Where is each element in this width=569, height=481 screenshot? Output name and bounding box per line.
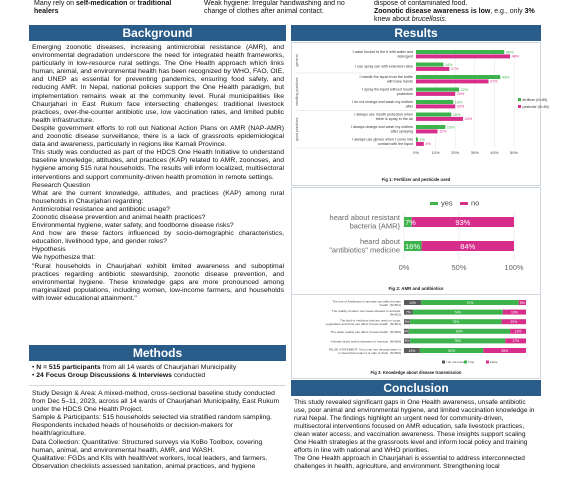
- fig1-category-label: I spray the liquid without mouth: [362, 87, 413, 92]
- fig1-data-label: 48%: [511, 54, 520, 59]
- rq-item-1: Antimicrobial resistance and antibiotic usage?: [32, 205, 170, 213]
- fig2-xtick: 0%: [398, 263, 410, 272]
- fig3-legend-swatch: [464, 361, 467, 364]
- fig2-category-label: "antibiotics" medicine: [329, 245, 400, 255]
- bg-para-2: Despite government efforts to roll out National Action Plans on AMR (NAP-AMR) and zoonotic disease surveillance, there is a lack of grassroots epidemiological data and awareness, particularly in regions like Karnali Province.: [32, 124, 284, 149]
- fig1-legend-swatch: [518, 98, 521, 101]
- fig1-bar: [416, 50, 504, 54]
- fig3-category-label: (N=501): [389, 312, 401, 317]
- top-text-col2: Weak hygiene: Irregular handwashing and no change of clothes after animal contact.: [204, 0, 345, 15]
- top-text-col1: Many rely on self-medication or traditional healers: [34, 0, 172, 15]
- fig1-legend-swatch: [518, 105, 521, 108]
- fig2-legend-label: yes: [441, 198, 453, 208]
- methods-text: [32, 390, 284, 471]
- fig3-data-label: 83%: [456, 329, 463, 334]
- background-text: [32, 44, 284, 303]
- bg-para-3: This study was conducted as part of the HDCS One Health Initiative to understand baseline knowledge, attitudes, and practices (KAP) related to AMR, zoonoses, and hygiene among 515 rural households. The results will inform localized, multisectoral interventions and support community-driven health promotion in remote settings.: [32, 149, 284, 181]
- methods-bullet-1: • N = 515 participants from all 14 wards of Chaurjahari Municipality: [32, 364, 237, 371]
- conclusion-para-2: The One Health approach in Chaurjahari is essential to address interconnected challenges in health, agriculture, and environment. Strengthening local: [294, 455, 525, 470]
- fig1-category-label: with bare hands: [386, 79, 413, 84]
- fig3-data-label: 8%: [519, 300, 525, 305]
- methods-para-3: Data Collection: Quantitative: Structured surveys via KoBo Toolbox, covering human, animal, and environmental health, AMR, and WASH.: [32, 438, 263, 454]
- fig1-chart: [292, 43, 549, 185]
- fig2-panel: [291, 187, 541, 295]
- fig3-category-label: The kind of medicine that are used on crops,: [339, 318, 401, 323]
- hypothesis-text: "Rural households in Chaurjahari exhibit limited awareness and suboptimal practices regarding antibiotic stewardship, zoonotic disease prevention, and environmental hygiene. These knowledge gaps are more pronounced among marginalized populations, including women, low-income farmers, and households with lower educational attainment.": [32, 262, 284, 302]
- fig2-data-label: 16%: [405, 242, 421, 251]
- fig1-data-label: 20%: [456, 104, 465, 109]
- fig1-xtick: 30%: [470, 150, 479, 155]
- fig1-xtick: 50%: [509, 150, 519, 155]
- bg-para-1: Emerging zoonotic diseases, increasing antimicrobial resistance (AMR), and environmental degradation underscore the need for integrated health frameworks, particularly in low-resource rural settings. The One Health approach which links human, animal, and environmental health has been recognized by WHO, FAO, OIE, and UNEP as essential for preventing pandemics, ensuring food safety, and reducing AMR. In Nepal, national policies support the One Health paradigm, but implementation remains weak at the community level. Rural municipalities like Chaurjahari in East Rukum face intersecting challenges: traditional livestock practices, over-the-counter antibiotic use, low vaccination rates, and limited public health infrastructure.: [32, 44, 284, 124]
- methods-bullet-2: • 24 Focus Group Discussions & Interviews conducted: [32, 372, 206, 380]
- fig3-data-label: 19%: [511, 310, 518, 315]
- fig1-data-label: 11%: [439, 129, 447, 134]
- fig1-bar: [416, 138, 418, 142]
- fig3-data-label: 17%: [512, 339, 520, 344]
- fig1-data-label: 24%: [464, 117, 473, 122]
- fig1-bar: [416, 113, 451, 117]
- top-strip: [0, 0, 569, 22]
- fig1-data-label: 19%: [454, 100, 463, 105]
- fig1-group-label: handling practices: [295, 77, 299, 107]
- fig3-data-label: 72%: [466, 300, 474, 305]
- fig1-bar: [416, 142, 424, 146]
- fig1-legend-label: fertilizer (N=89): [522, 98, 548, 102]
- fig2-data-label: 7%: [405, 218, 416, 227]
- fig3-data-label: 5%: [404, 339, 410, 344]
- fig2-data-label: 93%: [455, 218, 471, 227]
- fig1-data-label: 18%: [452, 112, 461, 117]
- fig1-category-label: after spraying: [390, 129, 413, 134]
- fig3-legend-label: False: [490, 360, 498, 365]
- fig3-legend-label: True: [468, 360, 475, 365]
- fig2-category-label: bacteria (AMR): [349, 221, 400, 231]
- fig1-bar: [416, 129, 438, 133]
- fig1-category-label: I wash bucket to the it with water and: [352, 49, 413, 54]
- fig1-bar: [416, 117, 463, 121]
- fig3-data-label: 52%: [448, 348, 455, 353]
- methods-para-4: Qualitative: FGDs and KIIs with health/vet workers, local leaders, and farmers. Observation checklists assessed sanitation, animal practices, and hygiene: [32, 454, 268, 470]
- fig2-xtick: 100%: [504, 263, 524, 272]
- fig1-panel: [291, 42, 549, 186]
- methods-para-2: Sample & Participants: 515 households selected via stratified random sampling. Respondents included heads of households or decision-makers for health/agriculture.: [32, 414, 272, 438]
- fig3-data-label: 5%: [404, 320, 410, 324]
- fig3-data-label: 14%: [409, 300, 416, 305]
- fig1-data-label: 1%: [419, 137, 425, 142]
- fig1-bar: [416, 67, 449, 71]
- methods-heading: Methods: [29, 345, 286, 361]
- fig1-category-label: detergent: [397, 54, 413, 59]
- fig3-data-label: 75%: [452, 320, 460, 324]
- top-text-col3: dispose of contaminated food. Zoonotic disease awareness is low, e.g., only 3% knew about brucellosis.: [374, 0, 535, 23]
- fig1-category-label: I always change and wash my clothes: [351, 124, 413, 129]
- fig3-data-label: 4%: [403, 329, 409, 334]
- fig3-data-label: 7%: [405, 310, 411, 315]
- fig3-chart: [292, 295, 540, 378]
- fig1-data-label: 43%: [501, 75, 510, 80]
- fig1-bar: [416, 92, 455, 96]
- fig3-category-label: Animals (sick) and/or diseases to humans. (N=506): [330, 339, 401, 344]
- fig1-category-label: after: [405, 104, 413, 109]
- fig2-legend-swatch: [460, 202, 468, 205]
- fig2-legend-label: no: [471, 198, 480, 208]
- rq-intro: What are the current knowledge, attitudes, and practices (KAP) among rural households in Chaurjahari regarding:: [32, 189, 284, 205]
- methods-divider: [29, 385, 286, 386]
- fig3-data-label: 13%: [408, 348, 416, 353]
- fig3-data-label: 78%: [454, 339, 462, 344]
- fig1-bar: [416, 104, 455, 108]
- fig1-data-label: 20%: [456, 92, 465, 97]
- rq-item-4: And how are these factors influenced by socio-demographic characteristics, education, livelihood type, and gender roles?: [32, 230, 284, 246]
- methods-para-1: Study Design & Area: A mixed-method, cross-sectional baseline study conducted from Dec 5–11, 2023, across all 14 wards of Chaurjahari Municipality, East Rukum under the HDCS One Health Project.: [32, 390, 280, 414]
- fig1-bar: [416, 100, 453, 104]
- fig1-bar: [416, 125, 445, 129]
- fig3-category-label: FALSE STATEMENT: If you can see through water, it: [328, 347, 401, 352]
- fig3-data-label: 20%: [510, 320, 518, 324]
- fig2-category-label: heard about: [359, 237, 400, 246]
- fig1-category-label: contact with the liquid: [377, 141, 413, 146]
- fig3-legend-swatch: [486, 361, 489, 364]
- conclusion-text: [294, 399, 539, 471]
- rq-item-2: Zoonotic disease prevention and animal health practices?: [32, 213, 206, 221]
- fig1-xtick: 20%: [451, 150, 460, 155]
- fig2-xtick: 50%: [451, 263, 467, 272]
- fig1-category-label: I always use gloves when I come into: [352, 137, 413, 142]
- fig2-title: Fig 2: AMR and antibiotics: [388, 286, 444, 291]
- fig1-legend-label: pesticide (N=89): [522, 105, 549, 109]
- fig3-panel: [291, 294, 541, 379]
- conclusion-heading: Conclusion: [291, 380, 541, 396]
- fig3-title: Fig 3: Knowledge about disease transmission: [370, 370, 462, 375]
- fig1-data-label: 22%: [460, 87, 469, 92]
- methods-bullets: [32, 364, 284, 380]
- fig1-category-label: I do not change and wash my clothes: [352, 99, 413, 104]
- fig1-data-label: 45%: [505, 50, 514, 55]
- rq-item-3: Environmental hygiene, water safety, and foodborne disease risks?: [32, 222, 234, 230]
- fig1-data-label: 17%: [450, 67, 459, 72]
- fig3-legend-label: I do not know: [446, 360, 465, 365]
- fig1-title: Fig 1: Fertilizer and pesticide used: [381, 177, 451, 182]
- fig1-xtick: 0%: [413, 150, 419, 155]
- fig1-category-label: I handle the liquid from the bottle: [359, 74, 413, 79]
- fig3-category-label: The water quality can affect human health. (N=506): [330, 329, 401, 334]
- hypothesis-intro: We hypothesize that:: [32, 254, 96, 262]
- fig3-data-label: 74%: [454, 310, 462, 315]
- fig1-data-label: 15%: [446, 125, 455, 130]
- results-heading: Results: [291, 25, 541, 41]
- fig3-data-label: 13%: [514, 329, 522, 334]
- fig1-group-label: good practices: [295, 117, 299, 141]
- fig3-category-label: vegetables and fruits can affect human health. (N=501): [325, 322, 401, 326]
- fig1-data-label: 37%: [490, 79, 498, 84]
- fig3-category-label: health. (N=501): [379, 302, 401, 307]
- fig1-bar: [416, 54, 510, 58]
- fig1-data-label: 4%: [425, 142, 431, 147]
- fig3-category-label: The quality of water can cause disease in animals.: [331, 309, 401, 313]
- fig3-category-label: is clean that means it is safe to drink. (N=506): [338, 350, 401, 355]
- fig1-bar: [416, 88, 459, 92]
- fig1-bar: [416, 79, 489, 83]
- fig2-chart: [292, 188, 540, 294]
- research-question-heading: Research Question: [32, 181, 91, 189]
- fig1-group-label: general: [295, 54, 299, 67]
- fig3-data-label: 35%: [501, 348, 509, 353]
- fig1-category-label: I use spray can with extension stick: [355, 64, 413, 69]
- fig1-category-label: I always use mouth protection when: [354, 112, 413, 117]
- fig2-category-label: heard about resistant: [329, 213, 400, 222]
- fig1-xtick: 40%: [490, 150, 499, 155]
- fig1-category-label: protection: [396, 91, 413, 96]
- fig1-xtick: 10%: [431, 150, 440, 155]
- fig1-bar: [416, 63, 443, 67]
- fig1-bar: [416, 75, 500, 79]
- fig1-data-label: 14%: [444, 62, 453, 67]
- fig2-legend-swatch: [430, 202, 438, 205]
- fig3-category-label: The use of Antibiotics in animals can affect human: [332, 299, 401, 304]
- conclusion-para-1: This study revealed significant gaps in One Health awareness, unsafe antibiotic use, poor animal and environmental hygiene, and limited vaccination knowledge in rural Nepal. The findings highlight an urgent need for community-driven, multisectoral interventions focused on AMR education, safe livestock practices, clean water access, and vaccination awareness. These insights support scaling One Health strategies at the grassroots level and inform local policy and training efforts in line with national and WHO priorities.: [294, 399, 535, 454]
- fig1-category-label: there is spray in the air: [375, 116, 413, 121]
- background-heading: Background: [29, 25, 286, 41]
- hypothesis-heading: Hypothesis: [32, 246, 66, 254]
- fig2-data-label: 84%: [460, 242, 476, 251]
- fig3-legend-swatch: [442, 361, 445, 364]
